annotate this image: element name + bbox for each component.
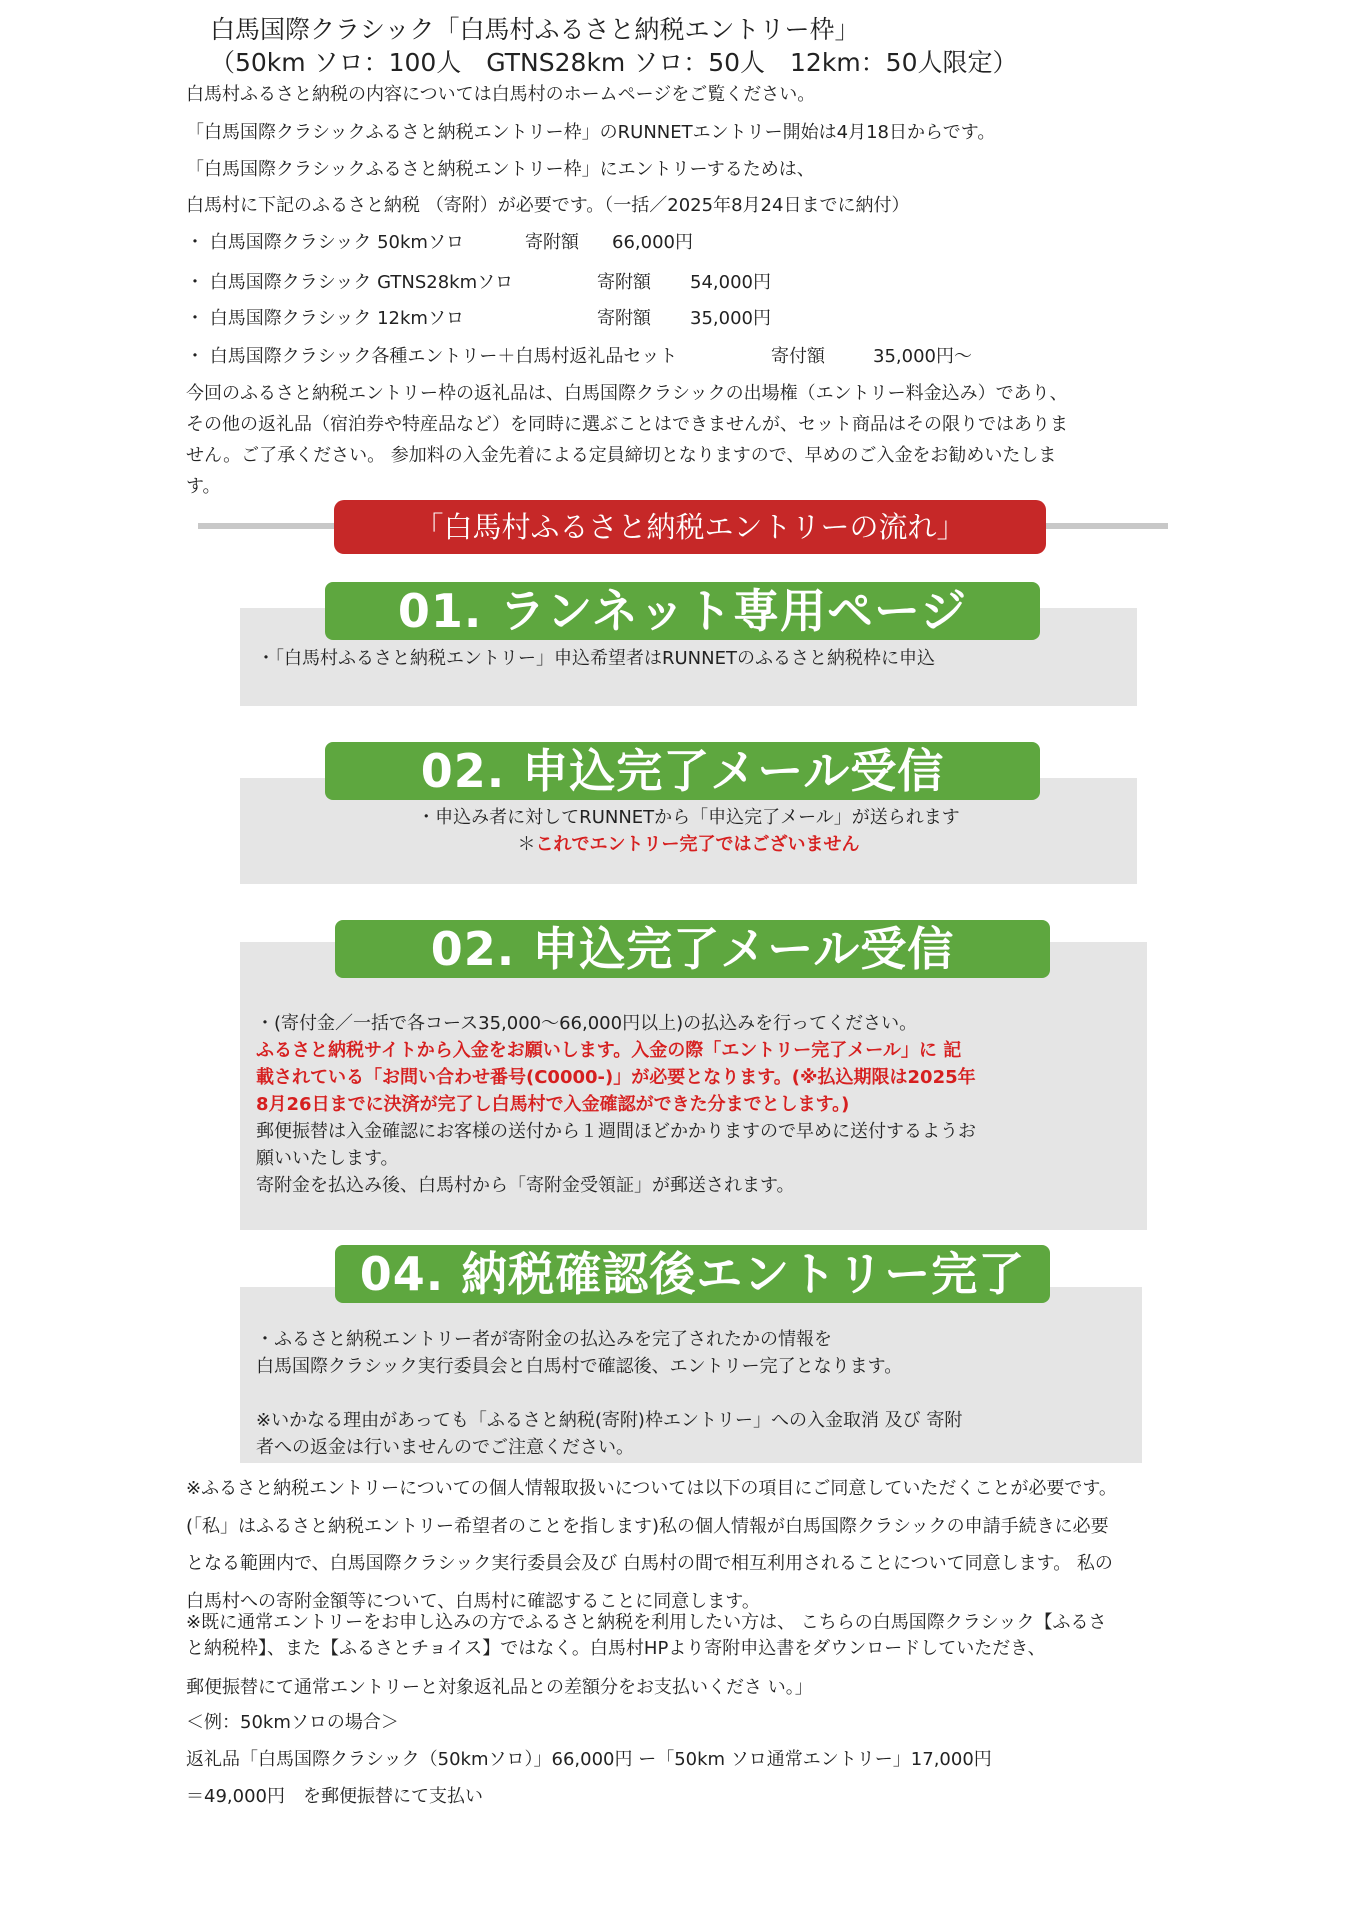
donation-label: 寄附額 (597, 272, 651, 293)
footer-line: ＝49,000円 を郵便振替にて支払い (186, 1786, 483, 1807)
footer-line: ※ふるさと納税エントリーについての個人情報取扱いについては以下の項目にご同意していただくことが必要です。 (186, 1478, 1117, 1499)
footer-line: 白馬村への寄附金額等について、白馬村に確認することに同意します。 (186, 1591, 760, 1612)
donation-amount: 54,000円 (690, 272, 771, 293)
intro-line: 「白馬国際クラシックふるさと納税エントリー枠」のRUNNETエントリー開始は4月18日からです。 (186, 122, 996, 143)
warning-text: 載されている「お問い合わせ番号(C0000-)」が必要となります。(※払込期限は2025年 (256, 1067, 976, 1088)
warning-text: 8月26日までに決済が完了し白馬村で入金確認ができた分までとします。) (256, 1094, 850, 1115)
notice-line: その他の返礼品（宿泊券や特産品など）を同時に選ぶことはできませんが、セット商品はその限りではありま (186, 414, 1068, 435)
step-body (256, 1010, 1136, 1199)
step-text: ・「白馬村ふるさと納税エントリー」申込希望者はRUNNETのふるさと納税枠に申込 (257, 648, 935, 669)
step-heading: 02. 申込完了メール受信 (325, 742, 1040, 800)
notice-line: す。 (186, 476, 221, 497)
intro-line: 白馬村ふるさと納税の内容については白馬村のホームページをご覧ください。 (186, 84, 816, 105)
donation-amount: 35,000円〜 (873, 346, 972, 367)
warning-text: これでエントリー完了ではございません (535, 834, 860, 855)
step-heading: 04. 納税確認後エントリー完了 (335, 1245, 1050, 1303)
footer-line: と納税枠】、また【ふるさとチョイス】ではなく。白馬村HPより寄附申込書をダウンロードしていただき、 (186, 1638, 1046, 1659)
footer-line: 郵便振替にて通常エントリーと対象返礼品との差額分をお支払いくださ い。」 (186, 1677, 813, 1698)
footer-line: 返礼品「白馬国際クラシック（50kmソロ）」66,000円 ー「50km ソロ通常エントリー」17,000円 (186, 1749, 992, 1770)
donation-course: ・ 白馬国際クラシック各種エントリー＋白馬村返礼品セット (186, 346, 678, 367)
step-text: ・ふるさと納税エントリー者が寄附金の払込みを完了されたかの情報を (256, 1329, 832, 1350)
footer-line: ※既に通常エントリーをお申し込みの方でふるさと納税を利用したい方は、 こちらの白馬国際クラシック【ふるさ (186, 1612, 1107, 1633)
notice-paragraph (186, 378, 1186, 502)
step-text: 願いいたします。 (256, 1148, 399, 1169)
step-text: ・申込み者に対してRUNNETから「申込完了メール」が送られます (417, 807, 960, 828)
intro-line: 白馬村に下記のふるさと納税 （寄附）が必要です。（一括／2025年8月24日までに納付） (186, 195, 910, 216)
note-mark: ＊ (517, 834, 536, 855)
donation-course: ・ 白馬国際クラシック GTNS28kmソロ (186, 272, 514, 293)
footer-line: ＜例：50kmソロの場合＞ (186, 1712, 399, 1733)
donation-amount: 66,000円 (612, 232, 693, 253)
footer-line: となる範囲内で、白馬国際クラシック実行委員会及び 白馬村の間で相互利用されることについて同意します。 私の (186, 1553, 1113, 1574)
flow-title: 「白馬村ふるさと納税エントリーの流れ」 (334, 500, 1046, 554)
donation-course: ・ 白馬国際クラシック 50kmソロ (186, 232, 464, 253)
intro-line: 「白馬国際クラシックふるさと納税エントリー枠」にエントリーするためは、 (186, 159, 815, 180)
step-text: 寄附金を払込み後、白馬村から「寄附金受領証」が郵送されます。 (256, 1175, 795, 1196)
caution-text: ※いかなる理由があっても「ふるさと納税(寄附)枠エントリー」への入金取消 及び 寄附 (256, 1410, 963, 1431)
donation-label: 寄附額 (597, 308, 651, 329)
donation-amount: 35,000円 (690, 308, 771, 329)
donation-label: 寄付額 (771, 346, 825, 367)
step-heading: 01. ランネット専用ページ (325, 582, 1040, 640)
caution-text: 者への返金は行いませんのでご注意ください。 (256, 1437, 634, 1458)
step-body (256, 1326, 1136, 1461)
notice-line: 今回のふるさと納税エントリー枠の返礼品は、白馬国際クラシックの出場権（エントリー料金込み）であり、 (186, 383, 1068, 404)
title-line-1: 白馬国際クラシック「白馬村ふるさと納税エントリー枠」 (210, 15, 860, 44)
step-note (240, 831, 1137, 858)
donation-label: 寄附額 (525, 232, 579, 253)
step-text: 郵便振替は入金確認にお客様の送付から１週間ほどかかりますので早めに送付するようお (256, 1121, 976, 1142)
title-line-2: （50km ソロ：100人 GTNS28km ソロ：50人 12km：50人限定） (210, 48, 1018, 77)
step-heading: 02. 申込完了メール受信 (335, 920, 1050, 978)
donation-course: ・ 白馬国際クラシック 12kmソロ (186, 308, 464, 329)
step-text: ・(寄付金／一括で各コース35,000〜66,000円以上)の払込みを行ってください。 (256, 1013, 918, 1034)
step-text: 白馬国際クラシック実行委員会と白馬村で確認後、エントリー完了となります。 (256, 1356, 903, 1377)
footer-line: (「私」はふるさと納税エントリー希望者のことを指します)私の個人情報が白馬国際クラシックの申請手続きに必要 (186, 1516, 1109, 1537)
warning-text: ふるさと納税サイトから入金をお願いします。入金の際「エントリー完了メール」に 記 (256, 1040, 962, 1061)
notice-line: せん。ご了承ください。 参加料の入金先着による定員締切となりますので、早めのご入金をお勧めいたしま (186, 445, 1057, 466)
